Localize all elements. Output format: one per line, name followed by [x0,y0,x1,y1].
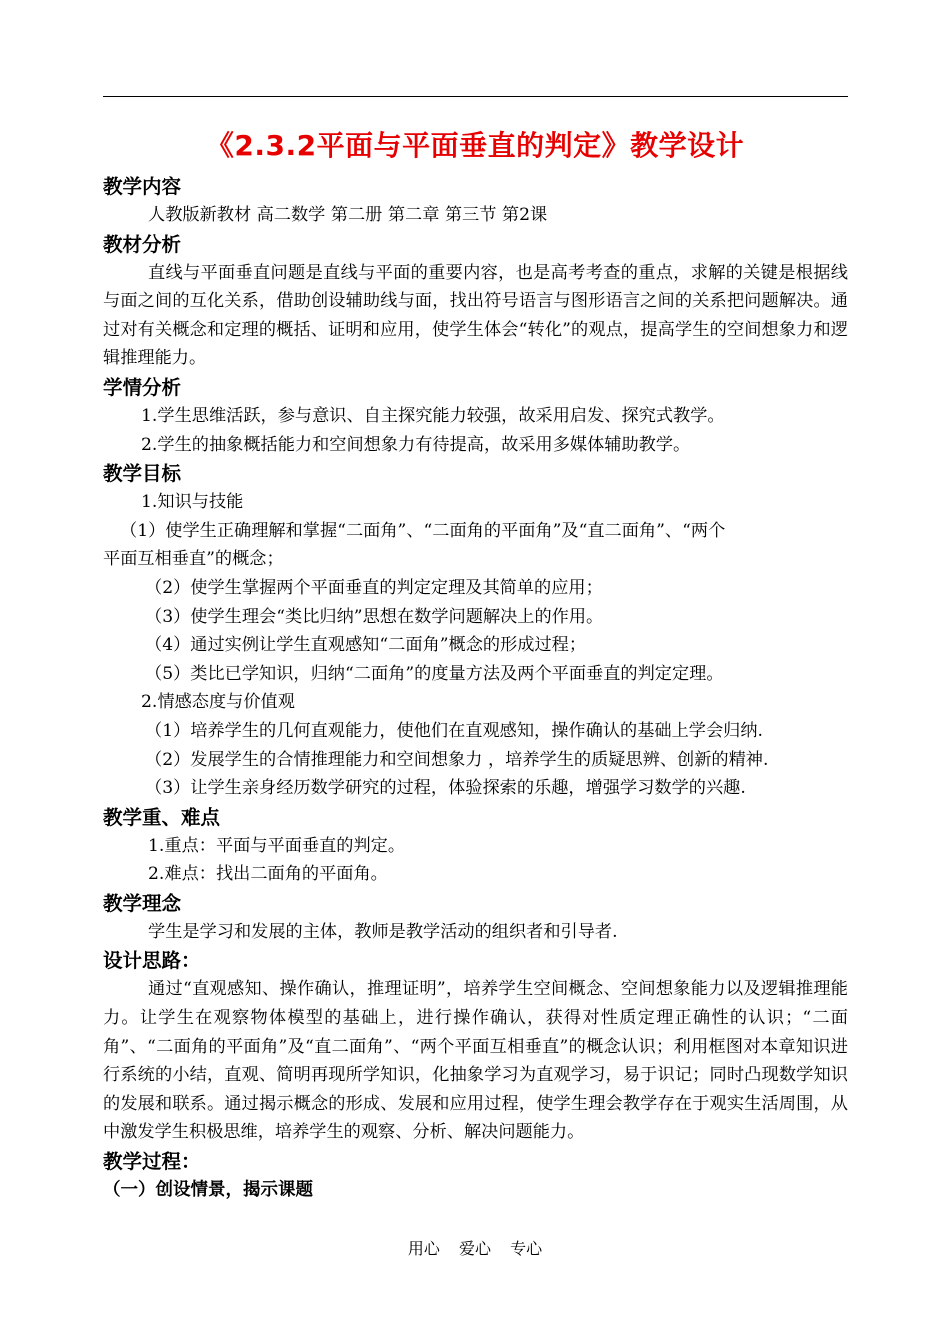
document-title: 《2.3.2平面与平面垂直的判定》教学设计 [205,129,745,162]
footer-text: 爱心 [458,1239,491,1258]
document-body [103,172,848,1205]
goal-knowledge-item: （3）使学生理会“类比归纳”思想在数学问题解决上的作用。 [145,606,604,627]
heading-teaching-goals: 教学目标 [103,462,182,486]
heading-teaching-philosophy: 教学理念 [103,891,182,915]
footer-text: 用心 [407,1239,440,1258]
goal-knowledge-item: （1）使学生正确理解和掌握“二面角”、“二面角的平面角”及“直二面角”、“两个 [120,520,726,541]
material-analysis-paragraph: 直线与平面垂直问题是直线与平面的重要内容，也是高考考查的重点，求解的关键是根据线与面之间的互化关系，借助创设辅助线与面，找出符号语言与图形语言之间的关系把问题解决。通过对有关概念和定理的概括、证明和应用，使学生体会“转化”的观点，提高学生的空间想象力和逻辑推理能力。 [103,262,848,369]
goal-emotion-title: 2.情感态度与价值观 [141,692,295,713]
student-analysis-item: 2.学生的抽象概括能力和空间想象力有待提高，故采用多媒体辅助教学。 [141,434,691,455]
goal-knowledge-item: （4）通过实例让学生直观感知“二面角”概念的形成过程； [145,635,587,656]
design-idea-paragraph: 通过“直观感知、操作确认，推理证明”，培养学生空间概念、空间想象能力以及逻辑推理能力。让学生在观察物体模型的基础上，进行操作确认，获得对性质定理正确性的认识；“二面角”、“二面角的平面角”及“直二面角”、“两个平面互相垂直”的概念认识；利用框图对本章知识进行系统的小结，直观、简明再现所学知识，化抽象学习为直观学习，易于识记；同时凸现数学知识的发展和联系。通过揭示概念的形成、发展和应用过程，使学生理会教学存在于观实生活周围，从中激发学生积极思维，培养学生的观察、分析、解决问题能力。 [103,979,848,1143]
page-footer [0,1238,950,1260]
philosophy-line: 学生是学习和发展的主体，教师是教学活动的组织者和引导者. [148,921,618,942]
textbook-info: 人教版新教材 高二数学 第二册 第二章 第三节 第2课 [148,205,548,225]
heading-teaching-process: 教学过程： [103,1150,201,1174]
key-point-item: 1.重点：平面与平面垂直的判定。 [148,835,406,856]
goal-knowledge-item-continued: 平面互相垂直”的概念； [103,549,284,570]
footer-text: 专心 [510,1239,543,1258]
heading-student-analysis: 学情分析 [103,375,182,399]
key-point-item: 2.难点：找出二面角的平面角。 [148,864,388,885]
process-subheading: （一）创设情景，揭示课题 [103,1180,313,1201]
goal-knowledge-item: （2）使学生掌握两个平面垂直的判定定理及其简单的应用； [145,577,603,598]
goal-emotion-item: （1）培养学生的几何直观能力，使他们在直观感知，操作确认的基础上学会归纳. [145,720,763,741]
student-analysis-item: 1.学生思维活跃，参与意识、自主探究能力较强，故采用启发、探究式教学。 [141,405,725,426]
header-rule [103,96,848,97]
heading-teaching-content: 教学内容 [103,175,182,198]
heading-material-analysis: 教材分析 [103,232,182,256]
goal-knowledge-title: 1.知识与技能 [141,492,244,513]
goal-emotion-item: （3）让学生亲身经历数学研究的过程，体验探索的乐趣，增强学习数学的兴趣. [145,778,746,799]
goal-knowledge-item: （5）类比已学知识，归纳“二面角”的度量方法及两个平面垂直的判定定理。 [145,663,724,684]
heading-key-points: 教学重、难点 [103,805,221,829]
heading-design-idea: 设计思路： [103,949,201,973]
goal-emotion-item: （2）发展学生的合情推理能力和空间想象力 ，培养学生的质疑思辨、创新的精神. [145,749,769,770]
